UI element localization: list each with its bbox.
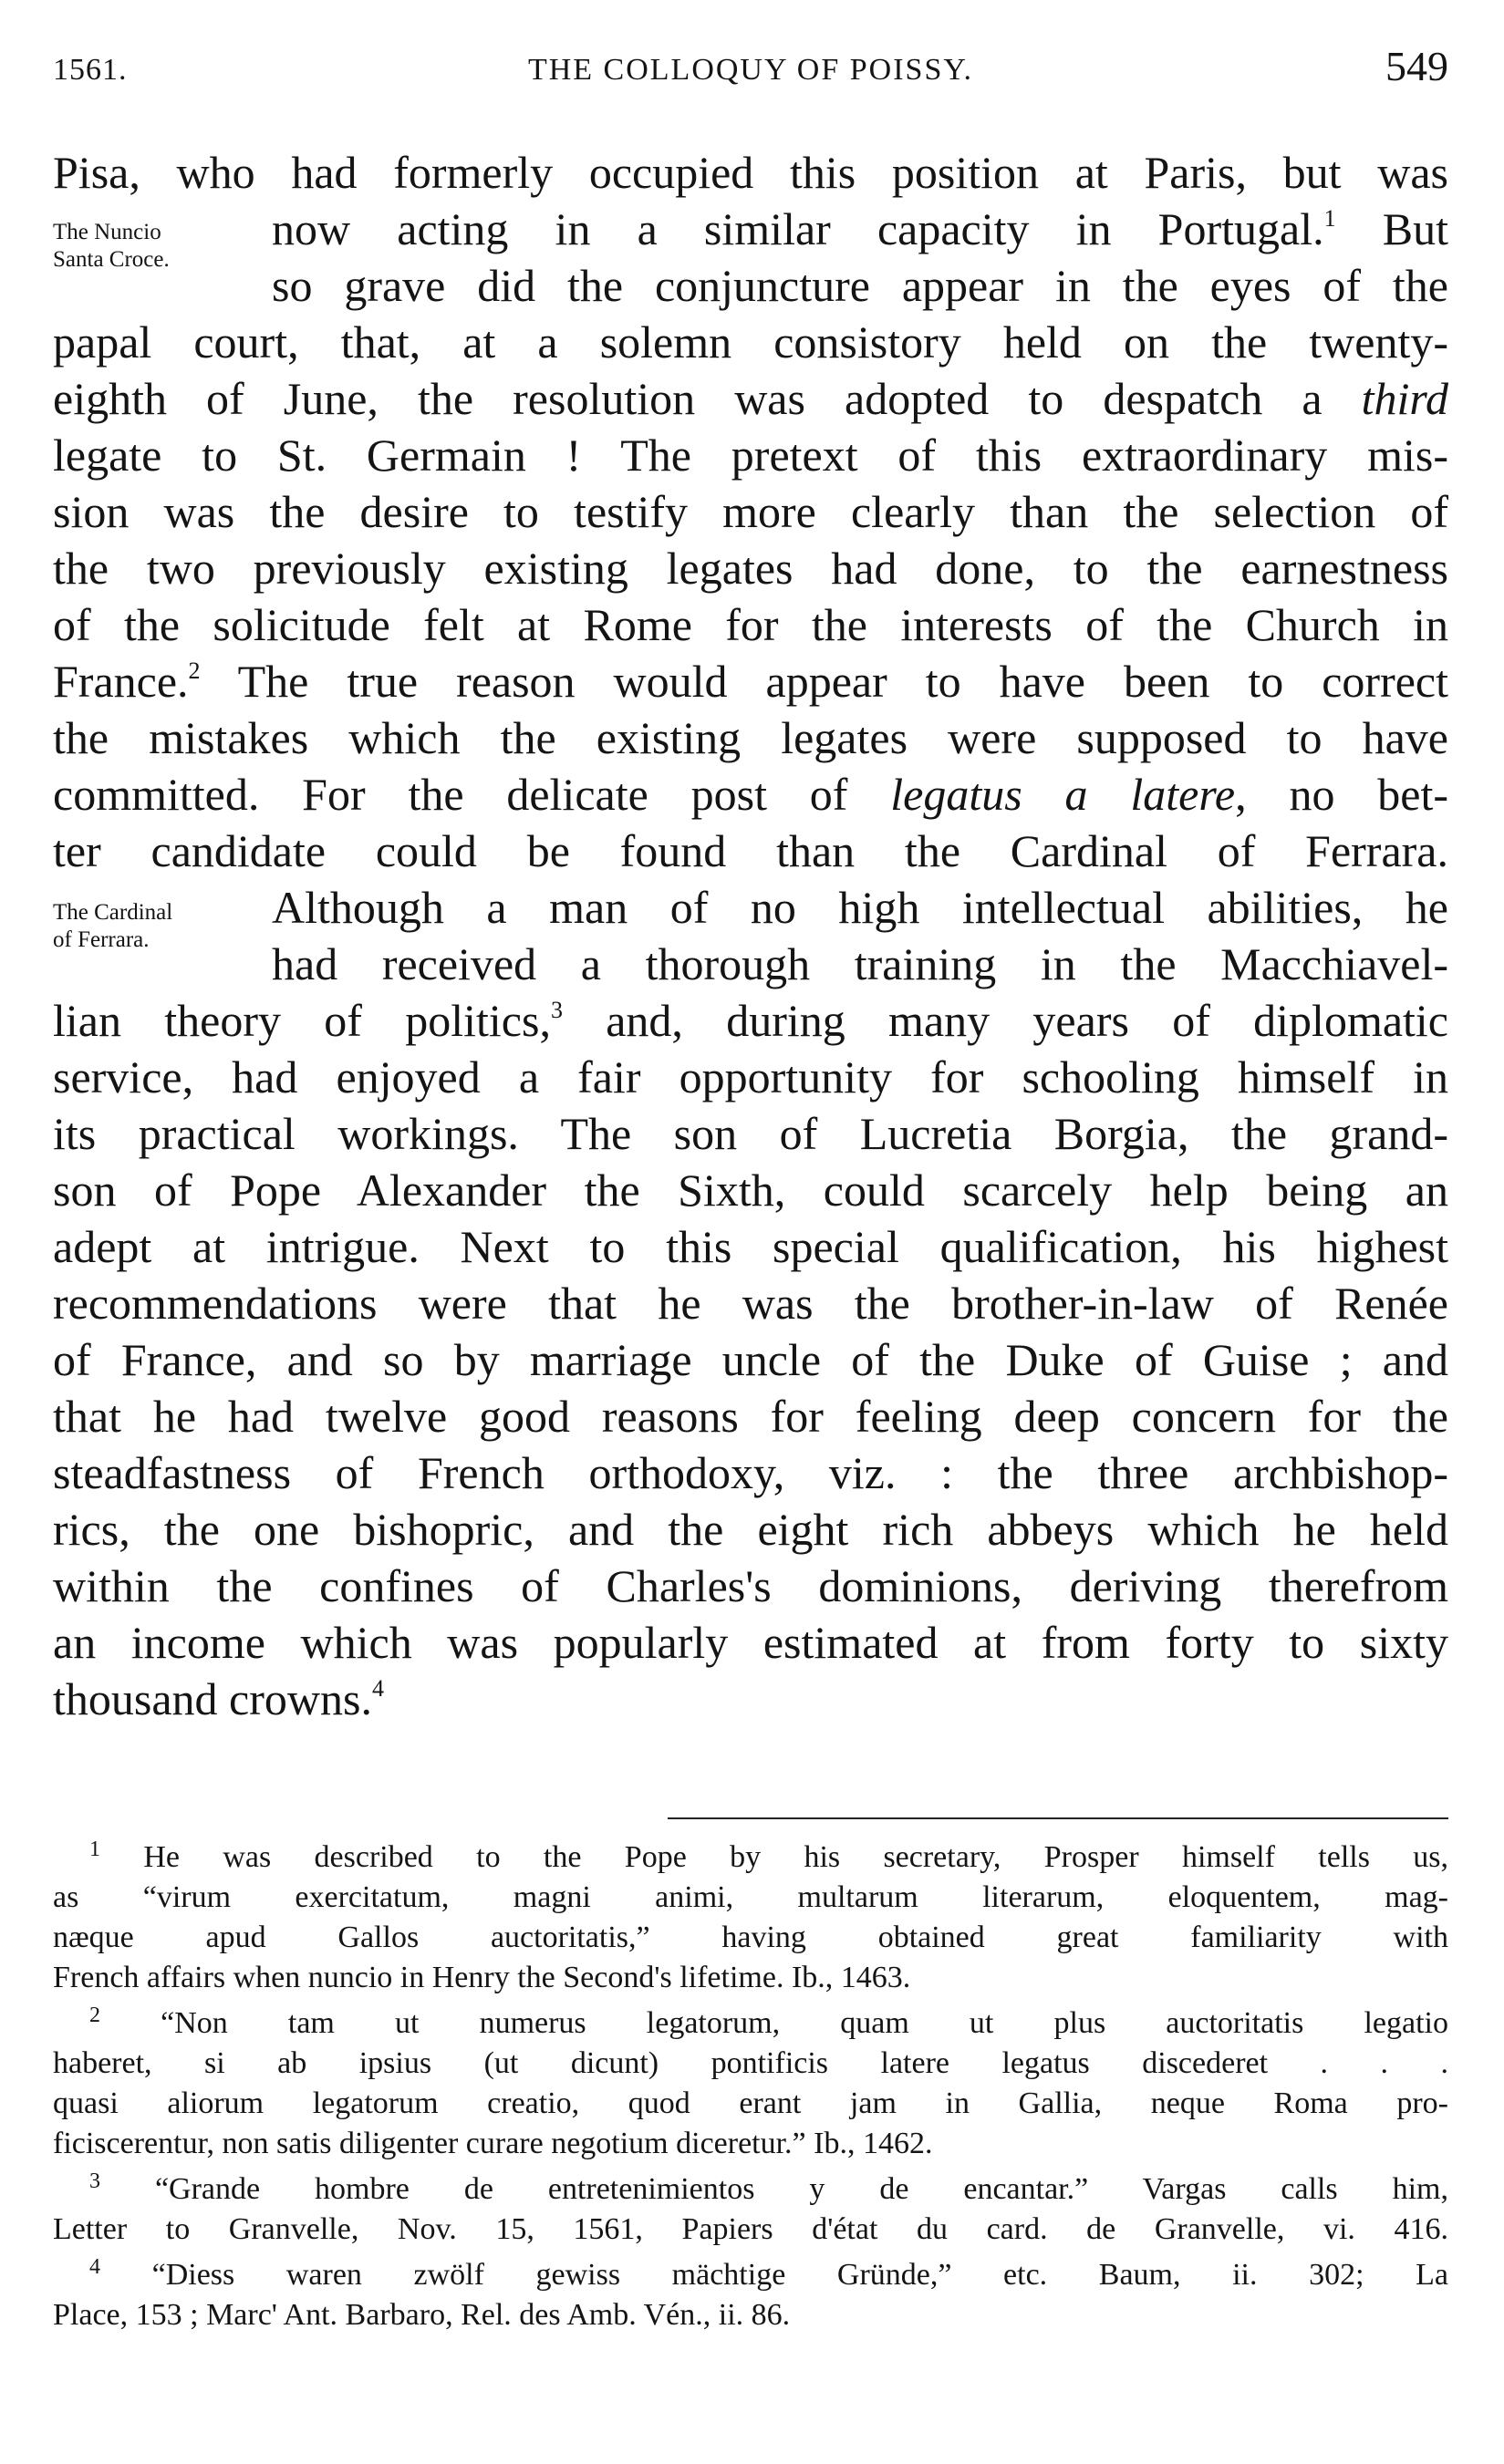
text-line: so grave did the conjuncture appear in the eyes of the — [272, 260, 1448, 311]
text-line: within the confines of Charles's dominions, deriving therefrom — [53, 1560, 1448, 1611]
text-line: now acting in a similar capacity in Portugal.$^1$ But — [272, 203, 1448, 254]
footnote-line: as “virum exercitatum, magni animi, multarum literarum, eloquentem, mag- — [53, 1880, 1448, 1914]
text-line: Although a man of no high intellectual abilities, he — [272, 882, 1448, 933]
running-header — [53, 36, 1448, 91]
text-line: the mistakes which the existing legates were supposed to have — [53, 712, 1448, 763]
margin-note-nuncio-2: Santa Croce. — [53, 247, 170, 272]
margin-note-cardinal-1: The Cardinal — [53, 900, 173, 925]
footnote-ref: 2 — [188, 657, 201, 684]
header-title: THE COLLOQUY OF POISSY. — [527, 53, 974, 87]
text-line: service, had enjoyed a fair opportunity for schooling himself in — [53, 1051, 1448, 1103]
footnote-ref: 4 — [371, 1675, 384, 1702]
footnote-1: $^1$ He was described to the Pope by his secretary, Prosper himself tells us, — [89, 1838, 1449, 1874]
footnote-line: French affairs when nuncio in Henry the Second's lifetime. Ib., 1463. — [53, 1961, 911, 1994]
footnote-line: quasi aliorum legatorum creatio, quod erant jam in Gallia, neque Roma pro- — [53, 2086, 1448, 2120]
text-line: that he had twelve good reasons for feeling deep concern for the — [53, 1391, 1448, 1442]
text-line: the two previously existing legates had done, to the earnestness — [53, 543, 1448, 594]
text-line: steadfastness of French orthodoxy, viz. : the three archbishop- — [53, 1447, 1448, 1498]
text-line: adept at intrigue. Next to this special qualification, his highest — [53, 1221, 1448, 1272]
footnote-line: ficiscerentur, non satis diligenter curare negotium diceretur.” Ib., 1462. — [53, 2127, 933, 2160]
footnote-line: Place, 153 ; Marc' Ant. Barbaro, Rel. des Amb. Vén., ii. 86. — [53, 2298, 791, 2332]
footnote-line: Letter to Granvelle, Nov. 15, 1561, Papiers d'état du card. de Granvelle, vi. 416. — [53, 2212, 1448, 2246]
text-line: its practical workings. The son of Lucretia Borgia, the grand- — [53, 1108, 1448, 1159]
text-line: Pisa, who had formerly occupied this position at Paris, but was — [53, 147, 1448, 198]
footnote-3: $^3$ “Grande hombre de entretenimientos y de encantar.” Vargas calls him, — [89, 2169, 1448, 2206]
footnote-line: næque apud Gallos auctoritatis,” having obtained great familiarity with — [53, 1920, 1448, 1954]
text-line: committed. For the delicate post of legatus a latere, no bet- — [53, 769, 1448, 820]
footnote-line: haberet, si ab ipsius (ut dicunt) pontificis latere legatus discederet . . . — [53, 2046, 1448, 2080]
text-line: ter candidate could be found than the Cardinal of Ferrara. — [53, 825, 1448, 876]
text-line: eighth of June, the resolution was adopted to despatch a third — [53, 373, 1448, 424]
footnote-rule — [668, 1817, 1448, 1819]
footnote-2: $^2$ “Non tam ut numerus legatorum, quam ut plus auctoritatis legatio — [89, 2003, 1448, 2040]
page-number: 549 — [1385, 43, 1448, 89]
text-line: of France, and so by marriage uncle of the Duke of Guise ; and — [53, 1334, 1448, 1385]
text-line: rics, the one bishopric, and the eight rich abbeys which he held — [53, 1504, 1448, 1555]
text-line: recommendations were that he was the brother-in-law of Renée — [53, 1278, 1448, 1329]
footnote-ref: 3 — [550, 997, 563, 1023]
text-line: son of Pope Alexander the Sixth, could scarcely help being an — [53, 1165, 1448, 1216]
text-line: of the solicitude felt at Rome for the interests of the Church in — [53, 599, 1448, 650]
text-line: papal court, that, at a solemn consistory held on the twenty- — [53, 316, 1448, 368]
text-line: sion was the desire to testify more clearly than the selection of — [53, 486, 1448, 537]
footnote-ref: 1 — [1323, 205, 1336, 232]
text-line: lian theory of politics,$^3$ and, during many years of diplomatic — [53, 995, 1448, 1046]
header-year: 1561. — [53, 53, 128, 87]
text-line: thousand crowns.$^4$ — [53, 1673, 384, 1724]
footnote-4: $^4$ “Diess waren zwölf gewiss mächtige Gründe,” etc. Baum, ii. 302; La — [89, 2255, 1448, 2292]
margin-note-nuncio-1: The Nuncio — [53, 220, 161, 244]
text-line: had received a thorough training in the Macchiavel- — [272, 938, 1448, 989]
text-line: France.$^2$ The true reason would appear to have been to correct — [53, 656, 1448, 707]
text-line: legate to St. Germain ! The pretext of this extraordinary mis- — [53, 430, 1448, 481]
text-line: an income which was popularly estimated at from forty to sixty — [53, 1617, 1448, 1668]
margin-note-cardinal-2: of Ferrara. — [53, 927, 150, 952]
